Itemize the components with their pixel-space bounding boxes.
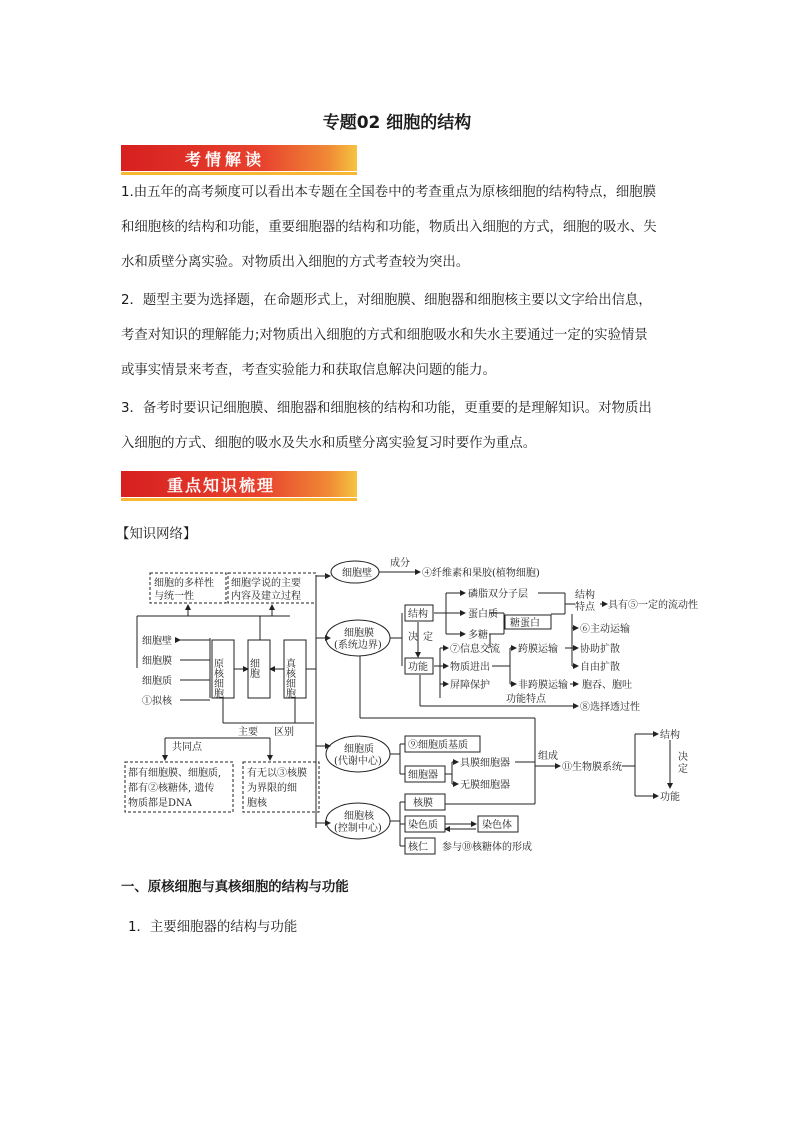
- text-ding2: 定: [678, 764, 688, 775]
- text-xibaomo-1: 细胞膜: [344, 628, 374, 639]
- text-left-3: ①拟核: [142, 696, 172, 707]
- text-common-2: 都有②核糖体, 遗传: [128, 783, 215, 794]
- text-xibao: 细胞: [247, 658, 259, 678]
- text-xibaoqi: 细胞器: [408, 770, 438, 781]
- text-zucheng: 组成: [538, 751, 558, 762]
- text-xibaohe-2: (控制中心): [334, 823, 382, 834]
- text-xibaozhi-1: 细胞质: [344, 744, 374, 755]
- text-hemo: 核膜: [413, 798, 433, 809]
- paragraph-line: 水和质壁分离实验。对物质出入细胞的方式考查较为突出。: [121, 255, 470, 270]
- paragraph-2: [121, 283, 681, 388]
- text-ransezhi: 染色质: [408, 820, 438, 831]
- text-duoyang-1: 细胞的多样性: [154, 578, 214, 589]
- text-zhenhe: 真核细胞: [283, 658, 295, 698]
- text-xueshuo-2: 内容及建立过程: [231, 591, 301, 602]
- text-danbai: 蛋白质: [468, 609, 498, 620]
- banner-zhongdian: [121, 471, 357, 497]
- text-feikuamo: 非跨膜运输: [518, 680, 568, 691]
- text-ziyou: 自由扩散: [580, 662, 620, 673]
- text-xueshuo-1: 细胞学说的主要: [231, 578, 301, 589]
- paragraph-line: 1.由五年的高考频度可以看出本专题在全国卷中的考查重点为原核细胞的结构特点，细胞膜: [121, 185, 657, 200]
- text-tangdanbai: 糖蛋白: [510, 618, 540, 629]
- text-jue2: 决: [678, 752, 688, 763]
- banner-kaoqing: [121, 145, 357, 171]
- knowledge-network-label: 【知识网络】: [116, 527, 197, 542]
- paragraph-line: 2．题型主要为选择题，在命题形式上，对细胞膜、细胞器和细胞核主要以文字给出信息，: [121, 293, 652, 308]
- page-title: 专题02 细胞的结构: [322, 113, 472, 133]
- paragraph-line: 和细胞核的结构和功能，重要细胞器的结构和功能，物质出入细胞的方式，细胞的吸水、失: [121, 220, 657, 235]
- text-xuanze: ⑧选择透过性: [580, 702, 640, 713]
- banner-kaoqing-label: 考情解读: [185, 150, 266, 169]
- text-kuamo: 跨膜运输: [518, 644, 558, 655]
- text-diff-2: 为界限的细: [247, 783, 297, 794]
- sub-heading: 1．主要细胞器的结构与功能: [128, 920, 298, 935]
- text-xibaomo-2: (系统边界): [334, 640, 382, 651]
- text-xiezhu: 协助扩散: [580, 644, 620, 655]
- knowledge-network-diagram: [120, 548, 720, 858]
- text-common-3: 物质都是DNA: [128, 798, 192, 809]
- paragraph-line: 或事实情景来考查，考查实验能力和获取信息解决问题的能力。: [121, 363, 496, 378]
- text-linzhi: 磷脂双分子层: [468, 589, 528, 600]
- text-baotun: 胞吞、胞吐: [582, 680, 632, 691]
- text-jue: 决: [408, 632, 418, 643]
- text-pingzhang: 屏障保护: [450, 680, 490, 691]
- text-xinxi: ⑦信息交流: [450, 644, 500, 655]
- text-jiegou-tedian-1: 结构: [575, 590, 595, 601]
- banner-zhongdian-label: 重点知识梳理: [167, 476, 276, 495]
- text-wuzhi: 物质进出: [450, 662, 490, 673]
- text-wumo: 无膜细胞器: [460, 780, 510, 791]
- text-common-1: 都有细胞膜、细胞质,: [128, 768, 222, 779]
- text-diff-3: 胞核: [247, 798, 267, 809]
- text-duoyang-2: 与统一性: [154, 591, 194, 602]
- paragraph-line: 3．备考时要识记细胞膜、细胞器和细胞核的结构和功能，更重要的是理解知识。对物质出: [121, 401, 652, 416]
- text-left-2: 细胞质: [142, 676, 172, 687]
- text-jiegou2: 结构: [660, 730, 680, 741]
- text-ransoti: 染色体: [482, 820, 512, 831]
- paragraph-1: [121, 175, 681, 280]
- text-left-1: 细胞膜: [142, 656, 172, 667]
- text-jiegou: 结构: [408, 609, 428, 620]
- text-chengfen: 成分: [390, 558, 410, 569]
- text-zhuyao: 主要: [238, 727, 258, 738]
- text-zhudong: ⑥主动运输: [580, 624, 630, 635]
- text-youmo: 具膜细胞器: [460, 758, 510, 769]
- text-gongneng-tedian: 功能特点: [506, 694, 546, 705]
- text-xibaohe-1: 细胞核: [344, 811, 374, 822]
- text-qubie: 区别: [274, 727, 294, 738]
- text-jiegou-tedian-2: 特点: [575, 602, 595, 613]
- text-diff-1: 有无以③核膜: [247, 768, 307, 779]
- text-jizhi: ⑨细胞质基质: [408, 740, 468, 751]
- text-gongtong: 共同点: [172, 742, 202, 753]
- text-gongneng2: 功能: [660, 792, 680, 803]
- text-heren: 核仁: [408, 842, 428, 853]
- text-left-0: 细胞壁: [142, 636, 172, 647]
- text-xibaobi: 细胞壁: [342, 568, 372, 579]
- diagram-svg: [120, 548, 720, 858]
- paragraph-line: 入细胞的方式、细胞的吸水及失水和质壁分离实验复习时要作为重点。: [121, 436, 537, 451]
- text-canyu: 参与⑩核糖体的形成: [442, 842, 532, 853]
- text-gongneng: 功能: [408, 662, 428, 673]
- text-xibaozhi-2: (代谢中心): [334, 756, 382, 767]
- text-shengwumo: ⑪生物膜系统: [562, 762, 622, 773]
- text-duotang: 多糖: [468, 630, 488, 641]
- paragraph-line: 考查对知识的理解能力;对物质出入细胞的方式和细胞吸水和失水主要通过一定的实验情景: [121, 328, 648, 343]
- section-heading: 一、原核细胞与真核细胞的结构与功能: [121, 880, 349, 895]
- text-xianwei: ④纤维素和果胶(植物细胞): [422, 568, 540, 579]
- text-juyou: 具有⑤一定的流动性: [608, 600, 698, 611]
- text-yuanhe: 原核细胞: [211, 658, 223, 698]
- paragraph-3: [121, 391, 681, 461]
- text-ding: 定: [423, 632, 433, 643]
